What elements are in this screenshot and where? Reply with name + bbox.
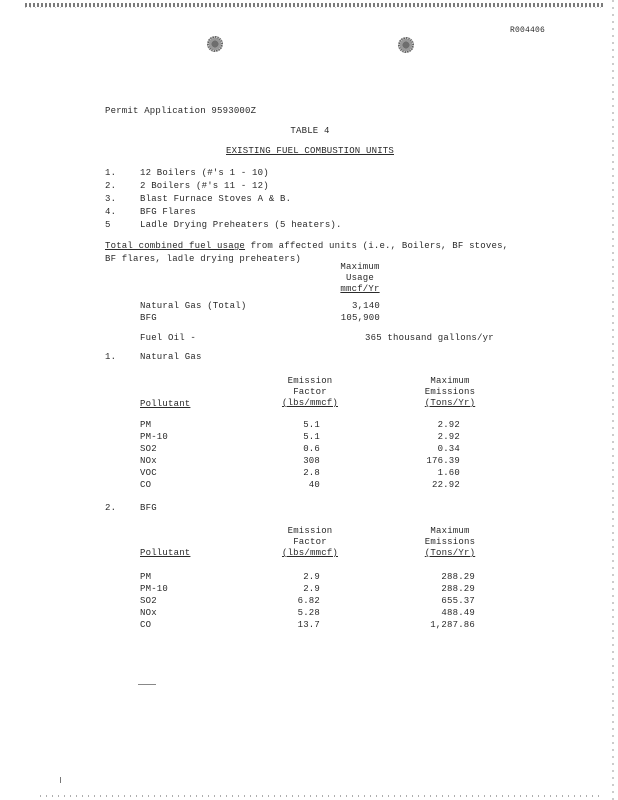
bfg-col-max-line2: Emissions [424, 537, 476, 547]
scan-edge-right [612, 0, 614, 800]
ng-col-factor-line2: Factor [293, 387, 327, 397]
bfg-max: 288.29 [441, 572, 475, 582]
ng-max: 176.39 [426, 456, 460, 466]
ng-factor: 5.1 [303, 432, 320, 442]
bfg-col-factor-line3: (lbs/mmcf) [281, 548, 338, 558]
unit-number: 1. [105, 168, 117, 178]
unit-number: 5 [105, 220, 111, 230]
usage-header-usage: Usage [345, 273, 374, 283]
bfg-col-factor-line1: Emission [287, 526, 333, 536]
fuel-oil-value: 365 thousand gallons/yr [365, 333, 494, 343]
ng-col-max-line1: Maximum [430, 376, 470, 386]
ng-pollutant: VOC [140, 468, 157, 478]
ng-max: 2.92 [437, 432, 460, 442]
ng-factor: 5.1 [303, 420, 320, 430]
usage-header-maximum: Maximum [340, 262, 380, 272]
ng-factor: 2.8 [303, 468, 320, 478]
bfg-col-max-line3: (Tons/Yr) [424, 548, 476, 558]
ng-pollutant: CO [140, 480, 152, 490]
ng-pollutant: PM-10 [140, 432, 169, 442]
section-1-number: 1. [105, 352, 117, 362]
section-2-number: 2. [105, 503, 117, 513]
ng-max: 1.60 [437, 468, 460, 478]
ng-col-pollutant: Pollutant [140, 399, 191, 409]
ng-col-max-line2: Emissions [424, 387, 476, 397]
unit-text: BFG Flares [140, 207, 197, 217]
bfg-max: 288.29 [441, 584, 475, 594]
bfg-factor: 6.82 [297, 596, 320, 606]
unit-number: 4. [105, 207, 117, 217]
unit-number: 3. [105, 194, 117, 204]
bfg-pollutant: CO [140, 620, 152, 630]
bfg-pollutant: PM-10 [140, 584, 169, 594]
ng-pollutant: SO2 [140, 444, 157, 454]
bfg-factor: 5.28 [297, 608, 320, 618]
ng-factor: 308 [303, 456, 320, 466]
section-2-title: BFG [140, 503, 157, 513]
punch-hole-right-icon [398, 37, 414, 53]
table-title: TABLE 4 [290, 126, 330, 136]
usage-fuel-natural-gas: Natural Gas (Total) [140, 301, 247, 311]
fuel-usage-intro-line2: BF flares, ladle drying preheaters) [105, 254, 302, 264]
bfg-max: 1,287.86 [430, 620, 475, 630]
ng-col-max-line3: (Tons/Yr) [424, 398, 476, 408]
scan-mark [60, 777, 61, 783]
ng-col-factor-line1: Emission [287, 376, 333, 386]
ng-col-factor-line3: (lbs/mmcf) [281, 398, 338, 408]
bfg-factor: 13.7 [297, 620, 320, 630]
bfg-col-factor-line2: Factor [293, 537, 327, 547]
bfg-factor: 2.9 [303, 572, 320, 582]
fuel-oil-label: Fuel Oil - [140, 333, 197, 343]
fuel-usage-intro-rest: from affected units (i.e., Boilers, BF stoves, [245, 241, 509, 251]
bfg-pollutant: PM [140, 572, 152, 582]
ng-factor: 0.6 [303, 444, 320, 454]
ng-max: 0.34 [437, 444, 460, 454]
usage-header-unit: mmcf/Yr [340, 284, 380, 294]
punch-hole-left-icon [207, 36, 223, 52]
unit-text: Blast Furnace Stoves A & B. [140, 194, 292, 204]
unit-number: 2. [105, 181, 117, 191]
scan-edge-top-noise [25, 7, 605, 8]
ng-factor: 40 [308, 480, 320, 490]
unit-text: 2 Boilers (#'s 11 - 12) [140, 181, 269, 191]
bfg-col-max-line1: Maximum [430, 526, 470, 536]
ng-pollutant: NOx [140, 456, 157, 466]
bfg-max: 655.37 [441, 596, 475, 606]
usage-value-natural-gas: 3,140 [351, 301, 380, 311]
ng-max: 2.92 [437, 420, 460, 430]
scan-edge-bottom [40, 795, 600, 797]
bfg-max: 488.49 [441, 608, 475, 618]
unit-text: 12 Boilers (#'s 1 - 10) [140, 168, 269, 178]
fuel-usage-intro-underlined: Total combined fuel usage [105, 241, 246, 251]
permit-application-line: Permit Application 9593000Z [105, 106, 257, 116]
ng-pollutant: PM [140, 420, 152, 430]
unit-text: Ladle Drying Preheaters (5 heaters). [140, 220, 342, 230]
document-id: R004406 [510, 26, 546, 35]
bfg-pollutant: SO2 [140, 596, 157, 606]
fuel-usage-intro-line1 [105, 241, 508, 251]
bfg-col-pollutant: Pollutant [140, 548, 191, 558]
ng-max: 22.92 [431, 480, 460, 490]
bfg-factor: 2.9 [303, 584, 320, 594]
scan-mark [138, 684, 156, 685]
bfg-pollutant: NOx [140, 608, 157, 618]
table-subtitle: EXISTING FUEL COMBUSTION UNITS [225, 146, 395, 156]
usage-fuel-bfg: BFG [140, 313, 157, 323]
section-1-title: Natural Gas [140, 352, 202, 362]
usage-value-bfg: 105,900 [340, 313, 380, 323]
